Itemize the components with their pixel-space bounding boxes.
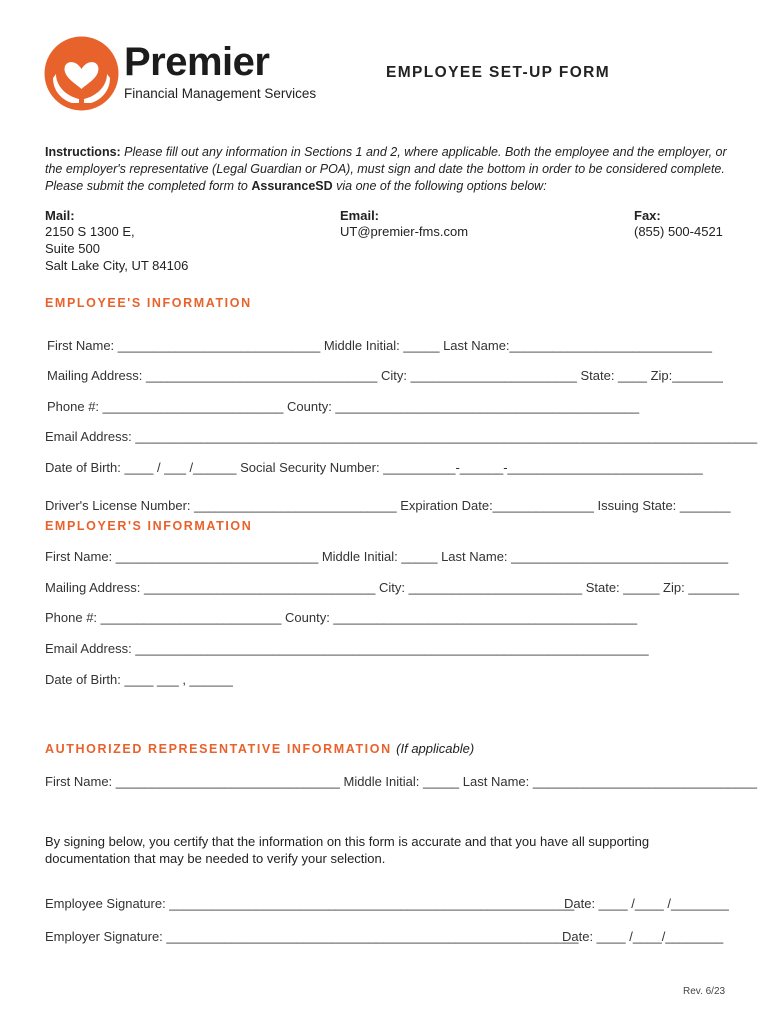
employer-address-line[interactable]: Mailing Address: ________________________________ City: ________________________ State: _____ Zip: _______ — [45, 580, 739, 595]
employer-name-line[interactable]: First Name: ____________________________ Middle Initial: _____ Last Name: ______________________________ — [45, 549, 729, 564]
employee-license-line[interactable]: Driver's License Number: ____________________________ Expiration Date:______________ Issuing State: _______ — [45, 498, 731, 513]
revision-note: Rev. 6/23 — [683, 986, 726, 997]
representative-section-heading: AUTHORIZED REPRESENTATIVE INFORMATION — [45, 742, 392, 756]
instructions-brand: AssuranceSD — [251, 179, 333, 193]
mail-label: Mail: — [45, 208, 75, 223]
mail-line-1: 2150 S 1300 E, — [45, 224, 135, 239]
logo-subtitle: Financial Management Services — [124, 86, 317, 101]
instructions-text-2: via one of the following options below: — [332, 179, 547, 193]
mail-block — [45, 208, 188, 274]
employee-email-line[interactable]: Email Address: ______________________________________________________________________________________ — [45, 429, 758, 444]
employee-signature-date[interactable]: Date: ____ /____ /________ — [564, 896, 729, 911]
email-value[interactable]: UT@premier-fms.com — [340, 224, 469, 239]
email-label: Email: — [340, 208, 380, 223]
employer-phone-line[interactable]: Phone #: _________________________ County: __________________________________________ — [45, 610, 638, 625]
employee-signature-line[interactable]: Employee Signature: ________________________________________________________ — [45, 896, 575, 911]
fax-block — [634, 208, 723, 240]
instructions-label: Instructions: — [45, 145, 121, 159]
employer-signature-date[interactable]: Date: ____ /____/________ — [562, 929, 724, 944]
employer-signature-line[interactable]: Employer Signature: _________________________________________________________ — [45, 929, 579, 944]
email-block — [340, 208, 468, 240]
employer-section-heading: EMPLOYER'S INFORMATION — [45, 519, 253, 533]
employee-phone-line[interactable]: Phone #: _________________________ County: __________________________________________ — [47, 399, 640, 414]
mail-line-2: Suite 500 — [45, 241, 100, 256]
employee-section-heading: EMPLOYEE'S INFORMATION — [45, 296, 252, 310]
representative-heading-row — [45, 740, 474, 758]
instructions-text-1: Please fill out any information in Sections 1 and 2, where applicable. Both the employee and the employer, or the employer's representative (Legal Guardian or POA), must sign and date the bottom in order to be considered complete. Please submit the completed form to — [45, 145, 727, 193]
fax-label: Fax: — [634, 208, 661, 223]
form-title: EMPLOYEE SET-UP FORM — [386, 64, 611, 81]
employer-email-line[interactable]: Email Address: _______________________________________________________________________ — [45, 641, 649, 656]
heart-hands-icon — [44, 36, 119, 111]
fax-value: (855) 500-4521 — [634, 224, 723, 239]
logo-wordmark: Premier — [124, 40, 270, 84]
employee-name-line[interactable]: First Name: ____________________________ Middle Initial: _____ Last Name:____________________________ — [47, 338, 712, 353]
employee-dob-ssn-line[interactable]: Date of Birth: ____ / ___ /______ Social Security Number: __________-______-___________________________ — [45, 460, 703, 475]
employee-address-line[interactable]: Mailing Address: ________________________________ City: _______________________ State: ____ Zip:_______ — [47, 368, 723, 383]
instructions — [45, 144, 730, 195]
representative-name-line[interactable]: First Name: _______________________________ Middle Initial: _____ Last Name: _______________________________ — [45, 774, 757, 789]
representative-note: (If applicable) — [396, 741, 475, 756]
employer-dob-line[interactable]: Date of Birth: ____ ___ , ______ — [45, 672, 233, 687]
mail-line-3: Salt Lake City, UT 84106 — [45, 258, 189, 273]
certification-text: By signing below, you certify that the information on this form is accurate and that you have all supporting documentation that may be needed to verify your selection. — [45, 834, 650, 866]
